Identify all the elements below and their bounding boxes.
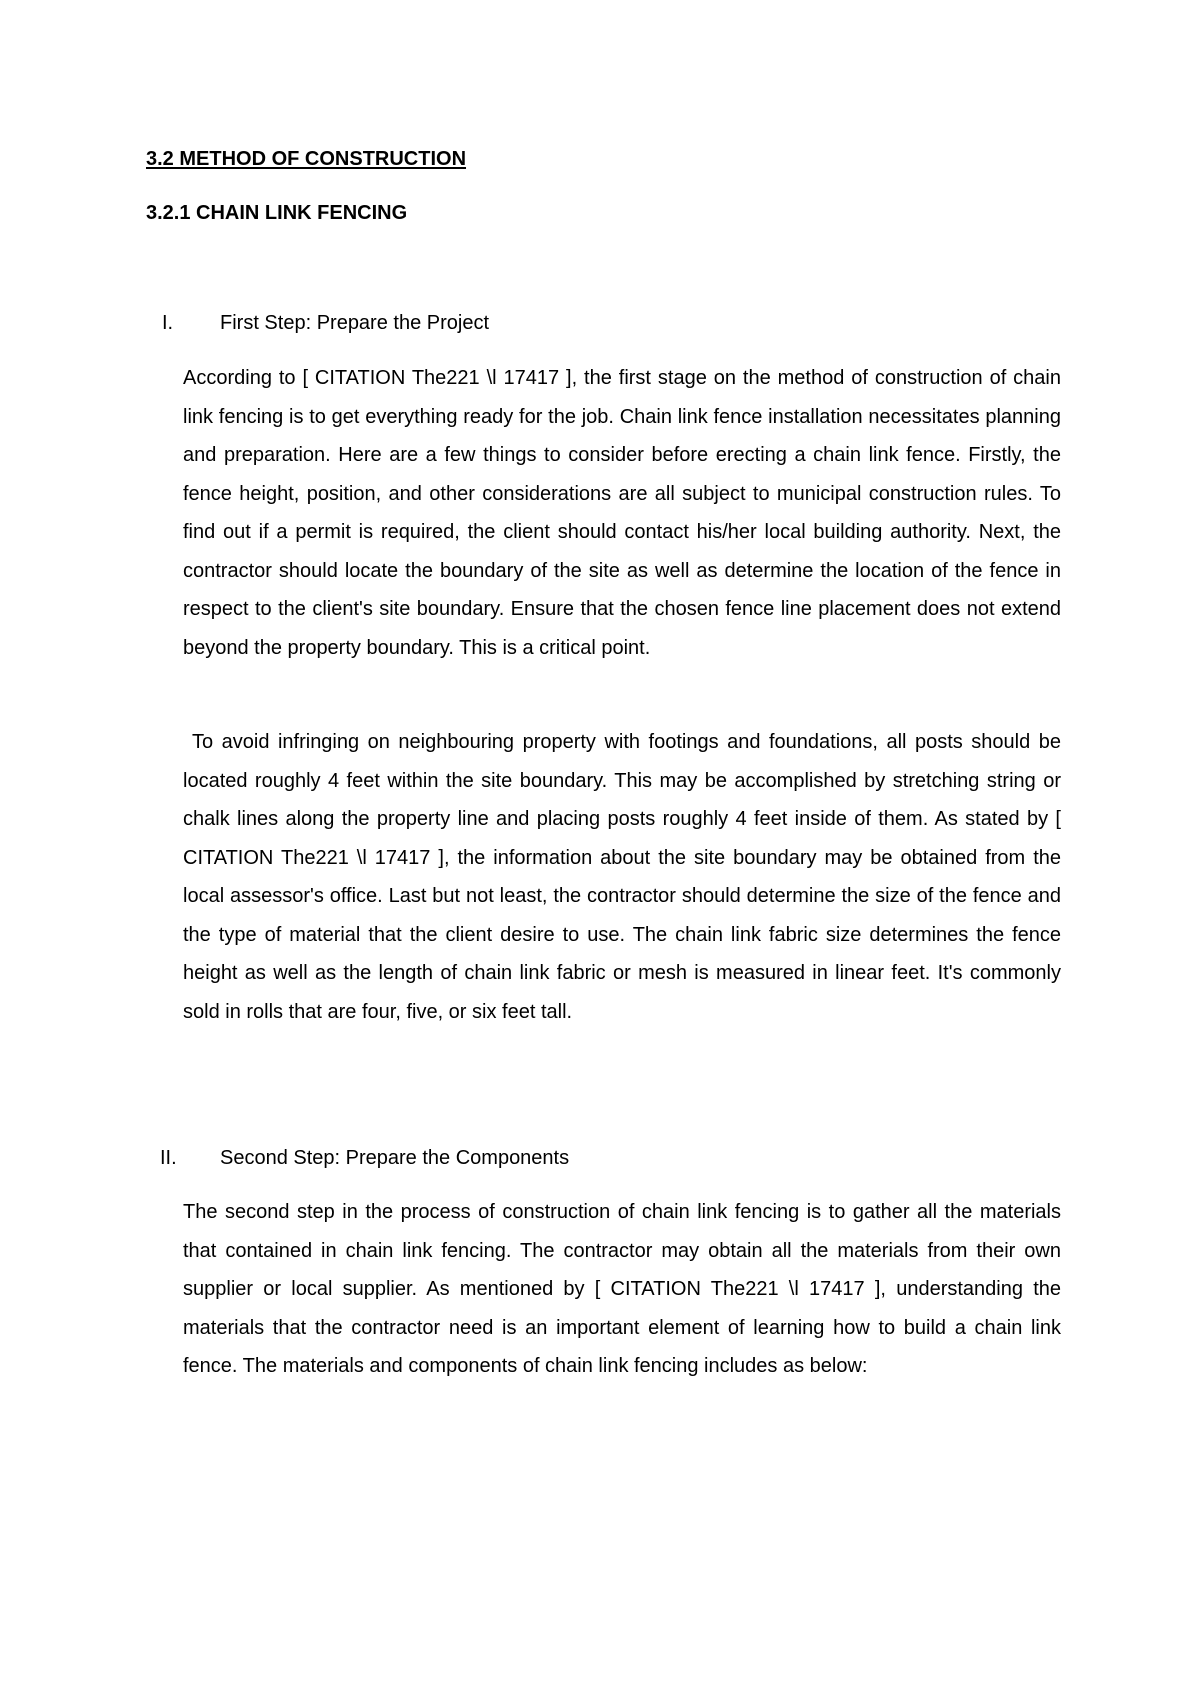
step-number: II.: [160, 1147, 177, 1169]
section-heading: 3.2 METHOD OF CONSTRUCTION: [146, 148, 467, 170]
step-title: First Step: Prepare the Project: [220, 312, 490, 334]
step-title: Second Step: Prepare the Components: [220, 1147, 570, 1169]
subsection-heading: 3.2.1 CHAIN LINK FENCING: [146, 202, 408, 224]
step-number: I.: [162, 312, 174, 334]
step-heading-first: [162, 311, 762, 335]
paragraph: The second step in the process of construction of chain link fencing is to gather all the materials that contained in chain link fencing. The contractor may obtain all the materials from their own supplier or local supplier. As mentioned by [ CITATION The221 \l 17417 ], understanding the materials that the contractor need is an important element of learning how to build a chain link fence. The materials and components of chain link fencing includes as below:: [183, 1201, 1061, 1377]
paragraph: To avoid infringing on neighbouring property with footings and foundations, all posts should be located roughly 4 feet within the site boundary. This may be accomplished by stretching string or chalk lines along the property line and placing posts roughly 4 feet inside of them. As stated by [ CITATION The221 \l 17417 ], the information about the site boundary may be obtained from the local assessor's office. Last but not least, the contractor should determine the size of the fence and the type of material that the client desire to use. The chain link fabric size determines the fence height as well as the length of chain link fabric or mesh is measured in linear feet. It's commonly sold in rolls that are four, five, or six feet tall.: [183, 731, 1061, 1023]
step-heading-second: [162, 1146, 762, 1170]
paragraph: According to [ CITATION The221 \l 17417 ], the first stage on the method of construction of chain link fencing is to get everything ready for the job. Chain link fence installation necessitates planning and preparation. Here are a few things to consider before erecting a chain link fence. Firstly, the fence height, position, and other considerations are all subject to municipal construction rules. To find out if a permit is required, the client should contact his/her local building authority. Next, the contractor should locate the boundary of the site as well as determine the location of the fence in respect to the client's site boundary. Ensure that the chosen fence line placement does not extend beyond the property boundary. This is a critical point.: [183, 367, 1061, 659]
